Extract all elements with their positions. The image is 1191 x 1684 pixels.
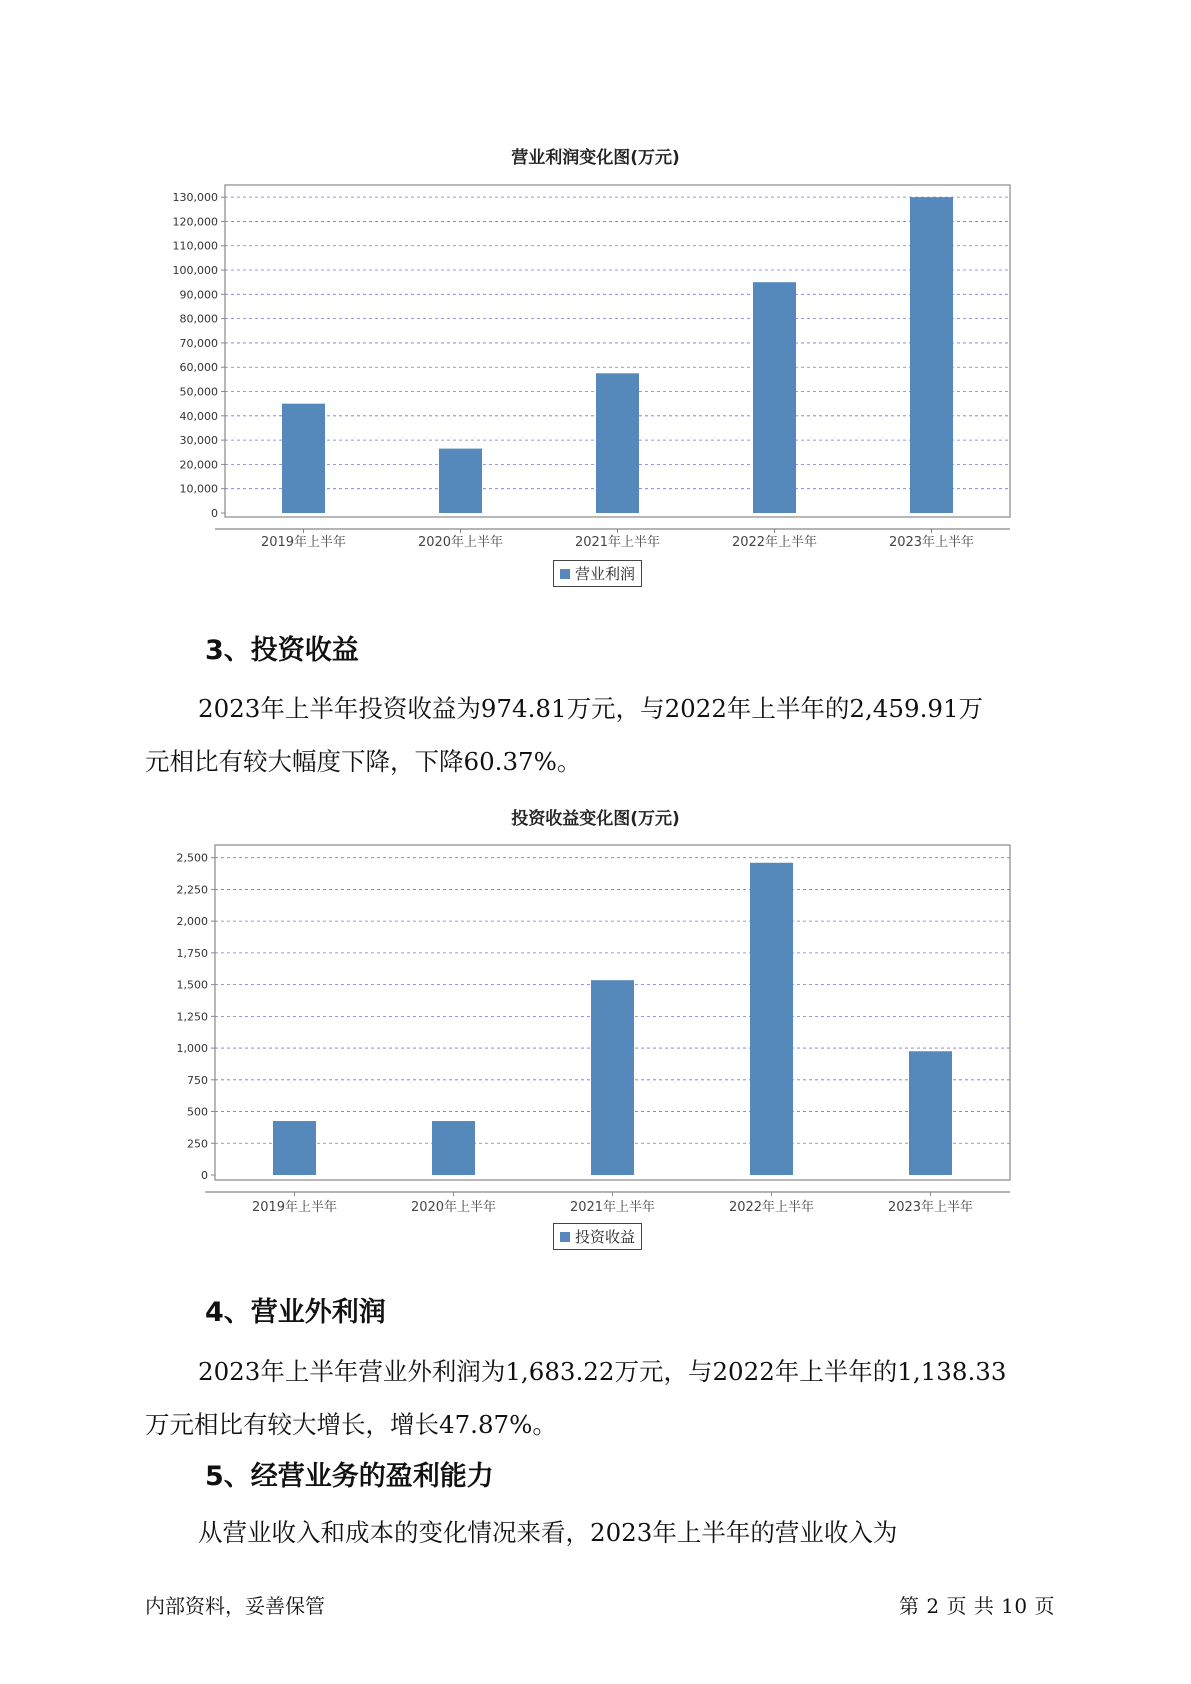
chart2-legend-label: 投资收益 <box>575 1228 636 1246</box>
y-tick-label: 90,000 <box>179 288 218 302</box>
y-tick-label: 1,000 <box>176 1042 208 1056</box>
bar <box>750 863 793 1175</box>
bar <box>909 1051 952 1175</box>
y-tick-label: 70,000 <box>179 336 218 350</box>
investment-income-chart <box>0 835 1191 1215</box>
y-tick-label: 110,000 <box>172 239 218 253</box>
y-tick-label: 130,000 <box>172 191 218 205</box>
y-tick-label: 120,000 <box>172 215 218 229</box>
section3-heading: 3、投资收益 <box>205 635 359 666</box>
bar <box>432 1121 475 1175</box>
bar <box>439 449 482 513</box>
section5-paragraph <box>145 1506 1075 1559</box>
y-tick-label: 60,000 <box>179 361 218 375</box>
y-tick-label: 30,000 <box>179 434 218 448</box>
x-tick-label: 2023年上半年 <box>887 1200 974 1215</box>
y-tick-label: 80,000 <box>179 312 218 326</box>
chart2-legend <box>553 1223 642 1250</box>
x-tick-label: 2019年上半年 <box>251 1200 338 1215</box>
y-tick-label: 0 <box>201 1169 208 1182</box>
y-tick-label: 2,250 <box>176 883 208 897</box>
y-tick-label: 750 <box>187 1073 208 1087</box>
bar <box>910 197 953 513</box>
y-tick-label: 40,000 <box>179 409 218 423</box>
x-tick-label: 2021年上半年 <box>574 535 661 550</box>
x-tick-label: 2019年上半年 <box>260 535 347 550</box>
x-tick-label: 2020年上半年 <box>417 535 504 550</box>
x-tick-label: 2020年上半年 <box>410 1200 497 1215</box>
section4-line1: 2023年上半年营业外利润为1,683.22万元，与2022年上半年的1,138.33 <box>198 1357 1007 1386</box>
section5-line1: 从营业收入和成本的变化情况来看，2023年上半年的营业收入为 <box>198 1518 898 1547</box>
y-tick-label: 250 <box>187 1137 208 1151</box>
footer-page-number: 第 2 页 共 10 页 <box>899 1594 1055 1618</box>
bar <box>273 1121 316 1175</box>
footer-confidential: 内部资料，妥善保管 <box>145 1594 325 1618</box>
chart1-legend-label: 营业利润 <box>575 565 636 583</box>
section4-heading: 4、营业外利润 <box>205 1297 386 1328</box>
y-tick-label: 100,000 <box>172 264 218 278</box>
chart1-title: 营业利润变化图(万元) <box>511 148 680 168</box>
y-tick-label: 2,000 <box>176 915 208 929</box>
y-tick-label: 1,250 <box>176 1010 208 1024</box>
y-tick-label: 10,000 <box>179 482 218 496</box>
bar <box>282 404 325 513</box>
x-tick-label: 2022年上半年 <box>731 535 818 550</box>
y-tick-label: 500 <box>187 1105 208 1119</box>
x-tick-label: 2022年上半年 <box>728 1200 815 1215</box>
y-tick-label: 2,500 <box>176 851 208 865</box>
y-tick-label: 0 <box>211 507 218 520</box>
section4-paragraph <box>145 1345 1075 1451</box>
operating-profit-chart <box>0 175 1191 550</box>
y-tick-label: 1,500 <box>176 978 208 992</box>
section3-line2: 元相比有较大幅度下降，下降60.37%。 <box>145 747 582 776</box>
chart1-legend <box>553 560 642 587</box>
chart2-title: 投资收益变化图(万元) <box>511 809 680 829</box>
legend-swatch-icon <box>560 1232 570 1242</box>
x-tick-label: 2021年上半年 <box>569 1200 656 1215</box>
y-tick-label: 1,750 <box>176 946 208 960</box>
section5-heading: 5、经营业务的盈利能力 <box>205 1461 494 1492</box>
bar <box>591 980 634 1175</box>
legend-swatch-icon <box>560 569 570 579</box>
section3-paragraph <box>145 682 1075 788</box>
x-tick-label: 2023年上半年 <box>888 535 975 550</box>
section4-line2: 万元相比有较大增长，增长47.87%。 <box>145 1410 557 1439</box>
y-tick-label: 20,000 <box>179 458 218 472</box>
bar <box>596 373 639 513</box>
bar <box>753 282 796 513</box>
y-tick-label: 50,000 <box>179 385 218 399</box>
section3-line1: 2023年上半年投资收益为974.81万元，与2022年上半年的2,459.91万 <box>198 694 984 723</box>
